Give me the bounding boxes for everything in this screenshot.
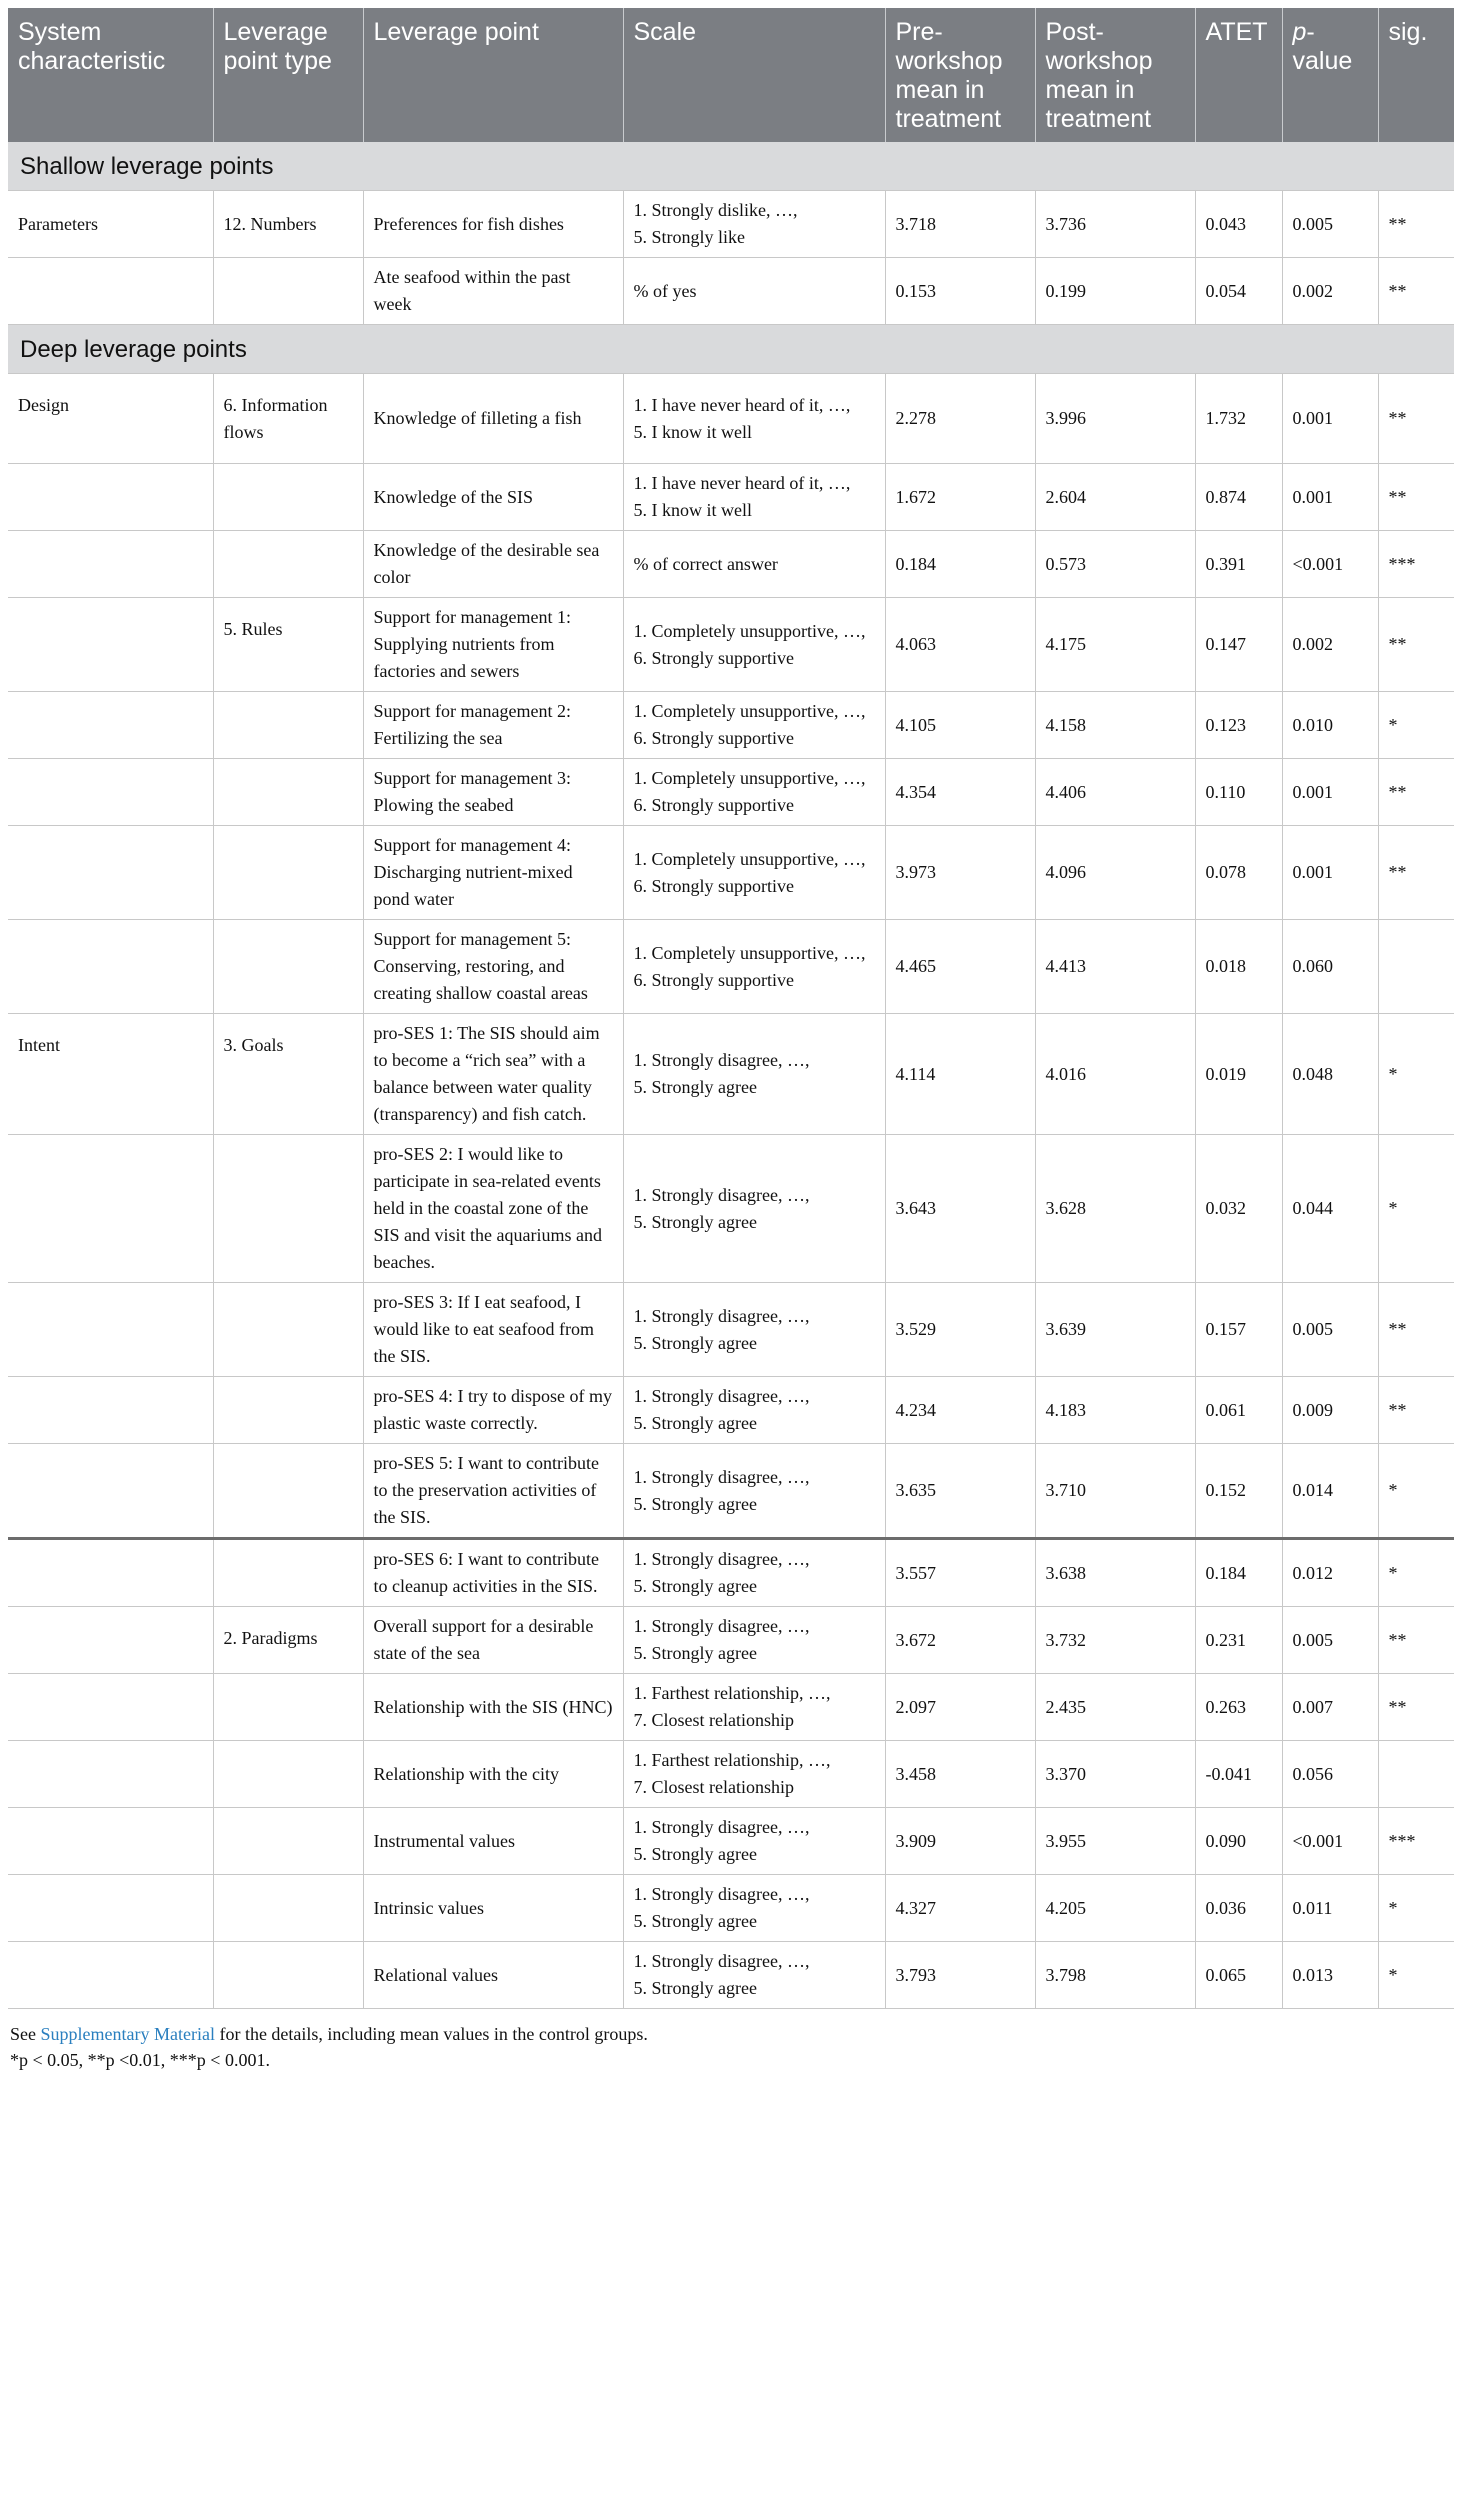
sig-cell: *: [1378, 1135, 1454, 1283]
pre-mean-cell: 4.105: [885, 692, 1035, 759]
leverage-point-cell: Ate seafood within the past week: [363, 258, 623, 325]
atet-cell: -0.041: [1195, 1741, 1282, 1808]
table-row: [8, 1607, 1454, 1674]
header-sig: sig.: [1378, 8, 1454, 142]
post-mean-cell: 4.175: [1035, 598, 1195, 692]
atet-cell: 0.263: [1195, 1674, 1282, 1741]
atet-cell: 0.874: [1195, 464, 1282, 531]
pre-mean-cell: 3.718: [885, 191, 1035, 258]
leverage-point-type-cell: 6. Information flows: [213, 374, 363, 464]
post-mean-cell: 4.016: [1035, 1014, 1195, 1135]
p-value-cell: 0.002: [1282, 258, 1378, 325]
p-value-cell: 0.012: [1282, 1539, 1378, 1607]
system-characteristic-cell: [8, 1283, 213, 1377]
pre-mean-cell: 3.529: [885, 1283, 1035, 1377]
leverage-point-cell: Instrumental values: [363, 1808, 623, 1875]
table-row: [8, 1014, 1454, 1135]
table-header-row: [8, 8, 1454, 142]
leverage-point-type-cell: [213, 1875, 363, 1942]
scale-cell: % of correct answer: [623, 531, 885, 598]
atet-cell: 0.391: [1195, 531, 1282, 598]
atet-cell: 0.123: [1195, 692, 1282, 759]
table-row: [8, 692, 1454, 759]
sig-cell: [1378, 1741, 1454, 1808]
p-value-cell: 0.010: [1282, 692, 1378, 759]
atet-cell: 0.043: [1195, 191, 1282, 258]
section-header-row: [8, 142, 1454, 191]
leverage-point-type-cell: [213, 920, 363, 1014]
pre-mean-cell: 0.153: [885, 258, 1035, 325]
post-mean-cell: 0.573: [1035, 531, 1195, 598]
leverage-point-type-cell: 5. Rules: [213, 598, 363, 692]
scale-cell: 1. Completely unsupportive, …, 6. Strongly supportive: [623, 759, 885, 826]
sig-cell: *: [1378, 1539, 1454, 1607]
leverage-point-cell: Preferences for fish dishes: [363, 191, 623, 258]
header-p-rest: -value: [1292, 18, 1353, 75]
table-row: [8, 464, 1454, 531]
p-value-cell: 0.007: [1282, 1674, 1378, 1741]
scale-cell: 1. Strongly dislike, …, 5. Strongly like: [623, 191, 885, 258]
leverage-point-type-cell: 2. Paradigms: [213, 1607, 363, 1674]
pre-mean-cell: 4.234: [885, 1377, 1035, 1444]
system-characteristic-cell: [8, 1607, 213, 1674]
scale-cell: 1. I have never heard of it, …, 5. I know it well: [623, 374, 885, 464]
sig-cell: **: [1378, 191, 1454, 258]
leverage-point-type-cell: 3. Goals: [213, 1014, 363, 1135]
atet-cell: 0.110: [1195, 759, 1282, 826]
system-characteristic-cell: [8, 1539, 213, 1607]
header-pre-workshop-mean: Pre-workshop mean in treatment: [885, 8, 1035, 142]
pre-mean-cell: 4.327: [885, 1875, 1035, 1942]
p-value-cell: <0.001: [1282, 1808, 1378, 1875]
scale-cell: 1. Strongly disagree, …, 5. Strongly agree: [623, 1377, 885, 1444]
leverage-point-cell: pro-SES 1: The SIS should aim to become a “rich sea” with a balance between water quality (transparency) and fish catch.: [363, 1014, 623, 1135]
leverage-point-type-cell: [213, 1135, 363, 1283]
p-value-cell: 0.011: [1282, 1875, 1378, 1942]
post-mean-cell: 3.732: [1035, 1607, 1195, 1674]
table-row: [8, 1135, 1454, 1283]
header-p-italic: p: [1292, 18, 1307, 46]
table-row: [8, 598, 1454, 692]
scale-cell: % of yes: [623, 258, 885, 325]
header-atet: ATET: [1195, 8, 1282, 142]
system-characteristic-cell: [8, 1135, 213, 1283]
table-row: [8, 374, 1454, 464]
leverage-point-cell: Overall support for a desirable state of the sea: [363, 1607, 623, 1674]
scale-cell: 1. I have never heard of it, …, 5. I know it well: [623, 464, 885, 531]
system-characteristic-cell: Parameters: [8, 191, 213, 258]
header-post-workshop-mean: Post-workshop mean in treatment: [1035, 8, 1195, 142]
pre-mean-cell: 3.672: [885, 1607, 1035, 1674]
p-value-cell: 0.002: [1282, 598, 1378, 692]
atet-cell: 0.152: [1195, 1444, 1282, 1539]
scale-cell: 1. Strongly disagree, …, 5. Strongly agree: [623, 1875, 885, 1942]
p-value-cell: 0.001: [1282, 759, 1378, 826]
header-system-characteristic: System characteristic: [8, 8, 213, 142]
p-value-cell: 0.005: [1282, 1283, 1378, 1377]
system-characteristic-cell: [8, 464, 213, 531]
leverage-point-cell: pro-SES 6: I want to contribute to cleanup activities in the SIS.: [363, 1539, 623, 1607]
post-mean-cell: 3.638: [1035, 1539, 1195, 1607]
atet-cell: 0.090: [1195, 1808, 1282, 1875]
system-characteristic-cell: [8, 1444, 213, 1539]
table-row: [8, 920, 1454, 1014]
system-characteristic-cell: [8, 1875, 213, 1942]
leverage-point-cell: Support for management 5: Conserving, restoring, and creating shallow coastal areas: [363, 920, 623, 1014]
post-mean-cell: 4.413: [1035, 920, 1195, 1014]
scale-cell: 1. Farthest relationship, …, 7. Closest relationship: [623, 1741, 885, 1808]
table-footnotes: [8, 2009, 1454, 2073]
pre-mean-cell: 1.672: [885, 464, 1035, 531]
table-row: [8, 826, 1454, 920]
system-characteristic-cell: [8, 258, 213, 325]
scale-cell: 1. Strongly disagree, …, 5. Strongly agree: [623, 1283, 885, 1377]
post-mean-cell: 3.996: [1035, 374, 1195, 464]
table-row: [8, 1283, 1454, 1377]
p-value-cell: 0.060: [1282, 920, 1378, 1014]
p-value-cell: <0.001: [1282, 531, 1378, 598]
p-value-cell: 0.001: [1282, 464, 1378, 531]
sig-cell: **: [1378, 374, 1454, 464]
leverage-point-type-cell: [213, 464, 363, 531]
leverage-point-type-cell: [213, 531, 363, 598]
leverage-point-type-cell: [213, 692, 363, 759]
scale-cell: 1. Strongly disagree, …, 5. Strongly agree: [623, 1014, 885, 1135]
footnote-significance: *p < 0.05, **p <0.01, ***p < 0.001.: [10, 2050, 270, 2070]
system-characteristic-cell: [8, 531, 213, 598]
leverage-point-cell: pro-SES 5: I want to contribute to the preservation activities of the SIS.: [363, 1444, 623, 1539]
leverage-point-cell: pro-SES 3: If I eat seafood, I would like to eat seafood from the SIS.: [363, 1283, 623, 1377]
leverage-point-cell: Knowledge of the desirable sea color: [363, 531, 623, 598]
sig-cell: **: [1378, 826, 1454, 920]
sig-cell: *: [1378, 1942, 1454, 2009]
leverage-point-type-cell: [213, 1942, 363, 2009]
post-mean-cell: 4.158: [1035, 692, 1195, 759]
pre-mean-cell: 3.557: [885, 1539, 1035, 1607]
atet-cell: 0.054: [1195, 258, 1282, 325]
scale-cell: 1. Strongly disagree, …, 5. Strongly agree: [623, 1942, 885, 2009]
leverage-point-cell: Intrinsic values: [363, 1875, 623, 1942]
footnote-supplementary: See Supplementary Material for the details, including mean values in the control groups.: [10, 2024, 648, 2044]
table-row: [8, 1808, 1454, 1875]
sig-cell: *: [1378, 1444, 1454, 1539]
pre-mean-cell: 3.643: [885, 1135, 1035, 1283]
post-mean-cell: 3.798: [1035, 1942, 1195, 2009]
p-value-cell: 0.009: [1282, 1377, 1378, 1444]
atet-cell: 0.036: [1195, 1875, 1282, 1942]
sig-cell: **: [1378, 1674, 1454, 1741]
leverage-results-table: [8, 8, 1454, 2009]
atet-cell: 1.732: [1195, 374, 1282, 464]
leverage-point-type-cell: [213, 1674, 363, 1741]
p-value-cell: 0.005: [1282, 1607, 1378, 1674]
sig-cell: **: [1378, 258, 1454, 325]
scale-cell: 1. Strongly disagree, …, 5. Strongly agree: [623, 1135, 885, 1283]
sig-cell: ***: [1378, 531, 1454, 598]
post-mean-cell: 4.183: [1035, 1377, 1195, 1444]
leverage-point-type-cell: [213, 759, 363, 826]
table-row: [8, 258, 1454, 325]
p-value-cell: 0.005: [1282, 191, 1378, 258]
header-leverage-point: Leverage point: [363, 8, 623, 142]
p-value-cell: 0.048: [1282, 1014, 1378, 1135]
section-header-row: [8, 325, 1454, 374]
atet-cell: 0.078: [1195, 826, 1282, 920]
leverage-point-type-cell: [213, 1283, 363, 1377]
table-row: [8, 1741, 1454, 1808]
table-row: [8, 1539, 1454, 1607]
table-row: [8, 531, 1454, 598]
sig-cell: ***: [1378, 1808, 1454, 1875]
pre-mean-cell: 3.635: [885, 1444, 1035, 1539]
scale-cell: 1. Strongly disagree, …, 5. Strongly agree: [623, 1539, 885, 1607]
sig-cell: **: [1378, 759, 1454, 826]
table-body: [8, 142, 1454, 2009]
p-value-cell: 0.044: [1282, 1135, 1378, 1283]
pre-mean-cell: 4.114: [885, 1014, 1035, 1135]
section-title: Deep leverage points: [8, 325, 1454, 374]
system-characteristic-cell: [8, 1674, 213, 1741]
leverage-point-cell: Knowledge of filleting a fish: [363, 374, 623, 464]
leverage-point-type-cell: 12. Numbers: [213, 191, 363, 258]
pre-mean-cell: 4.354: [885, 759, 1035, 826]
pre-mean-cell: 4.465: [885, 920, 1035, 1014]
sig-cell: *: [1378, 1875, 1454, 1942]
p-value-cell: 0.001: [1282, 826, 1378, 920]
results-table-page: [8, 8, 1454, 2073]
atet-cell: 0.032: [1195, 1135, 1282, 1283]
pre-mean-cell: 4.063: [885, 598, 1035, 692]
post-mean-cell: 3.628: [1035, 1135, 1195, 1283]
sig-cell: **: [1378, 598, 1454, 692]
atet-cell: 0.065: [1195, 1942, 1282, 2009]
atet-cell: 0.018: [1195, 920, 1282, 1014]
scale-cell: 1. Strongly disagree, …, 5. Strongly agree: [623, 1607, 885, 1674]
sig-cell: [1378, 920, 1454, 1014]
leverage-point-cell: Support for management 3: Plowing the seabed: [363, 759, 623, 826]
system-characteristic-cell: [8, 692, 213, 759]
post-mean-cell: 3.736: [1035, 191, 1195, 258]
pre-mean-cell: 3.458: [885, 1741, 1035, 1808]
leverage-point-cell: Support for management 1: Supplying nutrients from factories and sewers: [363, 598, 623, 692]
system-characteristic-cell: [8, 759, 213, 826]
pre-mean-cell: 3.909: [885, 1808, 1035, 1875]
sig-cell: *: [1378, 692, 1454, 759]
leverage-point-cell: Relational values: [363, 1942, 623, 2009]
system-characteristic-cell: [8, 598, 213, 692]
system-characteristic-cell: Design: [8, 374, 213, 464]
scale-cell: 1. Completely unsupportive, …, 6. Strongly supportive: [623, 598, 885, 692]
leverage-point-type-cell: [213, 1741, 363, 1808]
table-row: [8, 1875, 1454, 1942]
post-mean-cell: 3.370: [1035, 1741, 1195, 1808]
header-leverage-point-type: Leverage point type: [213, 8, 363, 142]
system-characteristic-cell: [8, 1741, 213, 1808]
atet-cell: 0.147: [1195, 598, 1282, 692]
post-mean-cell: 3.710: [1035, 1444, 1195, 1539]
scale-cell: 1. Strongly disagree, …, 5. Strongly agree: [623, 1444, 885, 1539]
scale-cell: 1. Farthest relationship, …, 7. Closest relationship: [623, 1674, 885, 1741]
leverage-point-type-cell: [213, 1444, 363, 1539]
atet-cell: 0.231: [1195, 1607, 1282, 1674]
post-mean-cell: 0.199: [1035, 258, 1195, 325]
supplementary-material-link[interactable]: Supplementary Material: [40, 2024, 215, 2044]
leverage-point-cell: pro-SES 2: I would like to participate in sea-related events held in the coastal zone of the SIS and visit the aquariums and beaches.: [363, 1135, 623, 1283]
post-mean-cell: 2.435: [1035, 1674, 1195, 1741]
scale-cell: 1. Completely unsupportive, …, 6. Strongly supportive: [623, 692, 885, 759]
system-characteristic-cell: [8, 1808, 213, 1875]
atet-cell: 0.157: [1195, 1283, 1282, 1377]
leverage-point-type-cell: [213, 258, 363, 325]
post-mean-cell: 2.604: [1035, 464, 1195, 531]
table-row: [8, 1942, 1454, 2009]
leverage-point-cell: Support for management 4: Discharging nutrient-mixed pond water: [363, 826, 623, 920]
atet-cell: 0.019: [1195, 1014, 1282, 1135]
pre-mean-cell: 3.973: [885, 826, 1035, 920]
leverage-point-cell: Support for management 2: Fertilizing the sea: [363, 692, 623, 759]
leverage-point-cell: Relationship with the city: [363, 1741, 623, 1808]
pre-mean-cell: 3.793: [885, 1942, 1035, 2009]
sig-cell: **: [1378, 1283, 1454, 1377]
table-row: [8, 759, 1454, 826]
post-mean-cell: 3.955: [1035, 1808, 1195, 1875]
scale-cell: 1. Strongly disagree, …, 5. Strongly agree: [623, 1808, 885, 1875]
scale-cell: 1. Completely unsupportive, …, 6. Strongly supportive: [623, 920, 885, 1014]
system-characteristic-cell: Intent: [8, 1014, 213, 1135]
leverage-point-type-cell: [213, 1377, 363, 1444]
scale-cell: 1. Completely unsupportive, …, 6. Strongly supportive: [623, 826, 885, 920]
post-mean-cell: 4.406: [1035, 759, 1195, 826]
system-characteristic-cell: [8, 920, 213, 1014]
leverage-point-cell: Relationship with the SIS (HNC): [363, 1674, 623, 1741]
post-mean-cell: 4.096: [1035, 826, 1195, 920]
pre-mean-cell: 2.097: [885, 1674, 1035, 1741]
p-value-cell: 0.014: [1282, 1444, 1378, 1539]
leverage-point-type-cell: [213, 1539, 363, 1607]
pre-mean-cell: 0.184: [885, 531, 1035, 598]
system-characteristic-cell: [8, 1942, 213, 2009]
p-value-cell: 0.013: [1282, 1942, 1378, 2009]
pre-mean-cell: 2.278: [885, 374, 1035, 464]
table-row: [8, 1444, 1454, 1539]
leverage-point-type-cell: [213, 1808, 363, 1875]
leverage-point-cell: Knowledge of the SIS: [363, 464, 623, 531]
leverage-point-type-cell: [213, 826, 363, 920]
sig-cell: *: [1378, 1014, 1454, 1135]
atet-cell: 0.061: [1195, 1377, 1282, 1444]
table-row: [8, 1674, 1454, 1741]
leverage-point-cell: pro-SES 4: I try to dispose of my plastic waste correctly.: [363, 1377, 623, 1444]
post-mean-cell: 4.205: [1035, 1875, 1195, 1942]
system-characteristic-cell: [8, 826, 213, 920]
header-p-value: [1282, 8, 1378, 142]
p-value-cell: 0.056: [1282, 1741, 1378, 1808]
header-scale: Scale: [623, 8, 885, 142]
sig-cell: **: [1378, 1607, 1454, 1674]
p-value-cell: 0.001: [1282, 374, 1378, 464]
post-mean-cell: 3.639: [1035, 1283, 1195, 1377]
table-row: [8, 1377, 1454, 1444]
table-row: [8, 191, 1454, 258]
atet-cell: 0.184: [1195, 1539, 1282, 1607]
system-characteristic-cell: [8, 1377, 213, 1444]
section-title: Shallow leverage points: [8, 142, 1454, 191]
sig-cell: **: [1378, 464, 1454, 531]
sig-cell: **: [1378, 1377, 1454, 1444]
